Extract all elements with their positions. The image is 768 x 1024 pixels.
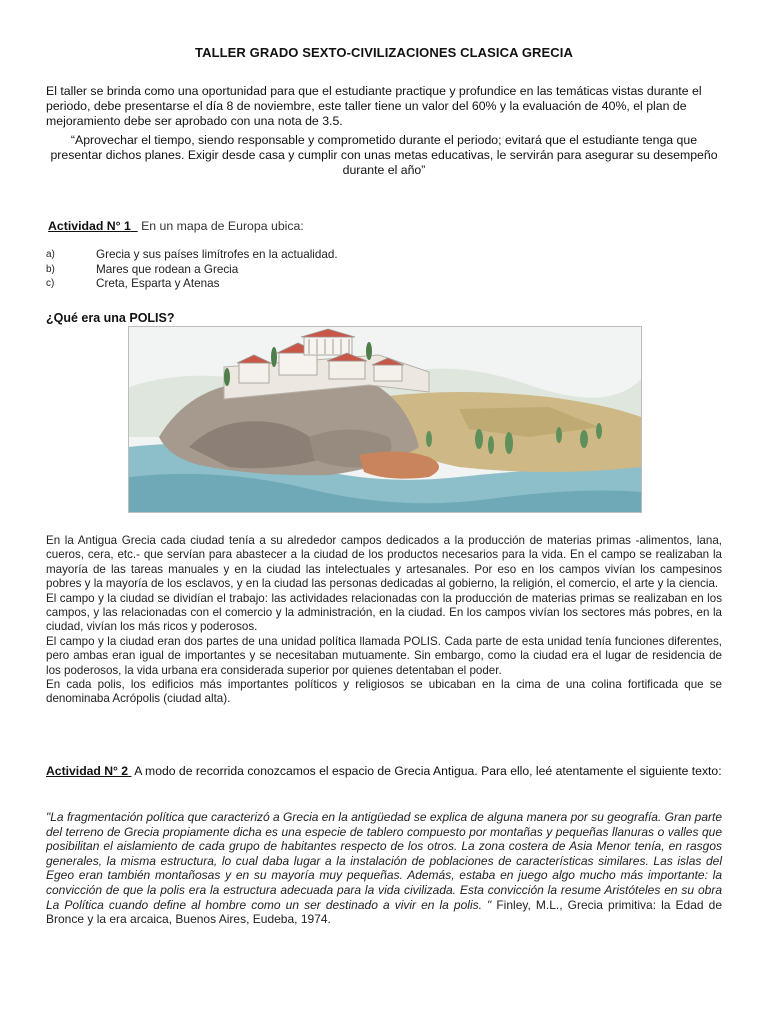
activity-2	[46, 762, 722, 781]
citation-source: Finley, M.L., Grecia primitiva: la Edad de Bronce y la era arcaica, Buenos Aires, Eudeba, 1974.	[46, 897, 722, 927]
list-marker: c)	[46, 278, 55, 289]
intro-paragraph: El taller se brinda como una oportunidad para que el estudiante practique y profundice en las temáticas vistas durante el periodo, debe presentarse el día 8 de noviembre, este taller tiene un valor del 60% y la evaluación de 40%, el plan de mejoramiento debe ser aprobado con una nota de 3.5.	[46, 84, 702, 128]
citation-quote: "La fragmentación política que caracterizó a Grecia en la antigüedad se explica de alguna manera por su geografía. Gran parte del terreno de Grecia propiamente dicha es una especie de tablero compuesto por montañas y pequeñas llanuras o valles que posibilitan el aislamiento de cada grupo de habitantes respecto de los otros. La zona costera de Asia Menor tenía, en rasgos generales, la misma estructura, lo cual daba lugar a la instalación de poblaciones de características similares. Las islas del Egeo eran también montañosas y en su mayoría muy pequeñas. Además, estaba en juego algo mucho más importante: la convicción de que la polis era la estructura adecuada para la vida civilizada. Esta convicción la resume Aristóteles en su obra La Política cuando define al hombre como un ser destinado a vivir en la polis. "	[46, 810, 723, 912]
motivational-quote: “Aprovechar el tiempo, siendo responsable y comprometido durante el periodo; evitará que el estudiante tenga que presentar dichos planes. Exigir desde casa y cumplir con unas metas educativas, le servirán para asegurar su desempeño durante el año”	[50, 133, 718, 177]
list-item	[46, 248, 546, 263]
activity-1-text: En un mapa de Europa ubica:	[141, 219, 304, 233]
body-paragraph: En la Antigua Grecia cada ciudad tenía a su alrededor campos dedicados a la producción de materias primas -alimentos, lana, cueros, cera, etc.- que servían para abastecer a la ciudad de los productos necesarios para la vida. En el campo se realizaban la mayoría de las tareas manuales y en la ciudad las intelectuales y artesanales. Por eso en los campos vivían los campesinos pobres y la mayoría de los esclavos, y en la ciudad las personas dedicadas al gobierno, la religión, el comercio, el arte y la ciencia.	[46, 534, 722, 591]
polis-description	[46, 534, 722, 707]
activity-1-list	[46, 248, 546, 292]
acropolis-illustration	[128, 326, 642, 513]
acropolis-image	[129, 327, 641, 512]
body-paragraph: En cada polis, los edificios más importantes políticos y religiosos se ubicaban en la cima de una colina fortificada que se denominaba Acrópolis (ciudad alta).	[46, 678, 722, 706]
list-item-text: Mares que rodean a Grecia	[96, 262, 239, 276]
list-marker: b)	[46, 263, 55, 275]
activity-2-label: Actividad N° 2	[46, 764, 129, 778]
list-item	[46, 277, 546, 292]
body-paragraph: El campo y la ciudad se dividían el trabajo: las actividades relacionadas con la producción de materias primas se realizaban en los campos, y las relacionadas con el comercio y la administración, en la ciudad. En los campos vivían los sectores más pobres, en la ciudad, vivían los más ricos y poderosos.	[46, 591, 722, 634]
list-item-text: Grecia y sus países limítrofes en la actualidad.	[96, 248, 338, 261]
activity-1-label: Actividad N° 1	[48, 219, 131, 233]
activity-1	[48, 219, 728, 234]
body-paragraph: El campo y la ciudad eran dos partes de una unidad política llamada POLIS. Cada parte de esta unidad tenía funciones diferentes, pero ambas eran igual de importantes y se necesitaban mutuamente. Sin embargo, como la ciudad era el lugar de residencia de los poderosos, la vida urbana era considerada superior por quienes detentaban el poder.	[46, 634, 722, 677]
list-marker: a)	[46, 249, 55, 260]
geography-citation	[46, 810, 722, 927]
polis-heading: ¿Qué era una POLIS?	[46, 311, 175, 325]
list-item-text: Creta, Esparta y Atenas	[96, 277, 220, 290]
page-title: TALLER GRADO SEXTO-CIVILIZACIONES CLASICA GRECIA	[195, 45, 573, 60]
list-item	[46, 263, 546, 278]
activity-2-text: A modo de recorrida conozcamos el espacio de Grecia Antigua. Para ello, leé atentamente el siguiente texto:	[134, 764, 722, 778]
